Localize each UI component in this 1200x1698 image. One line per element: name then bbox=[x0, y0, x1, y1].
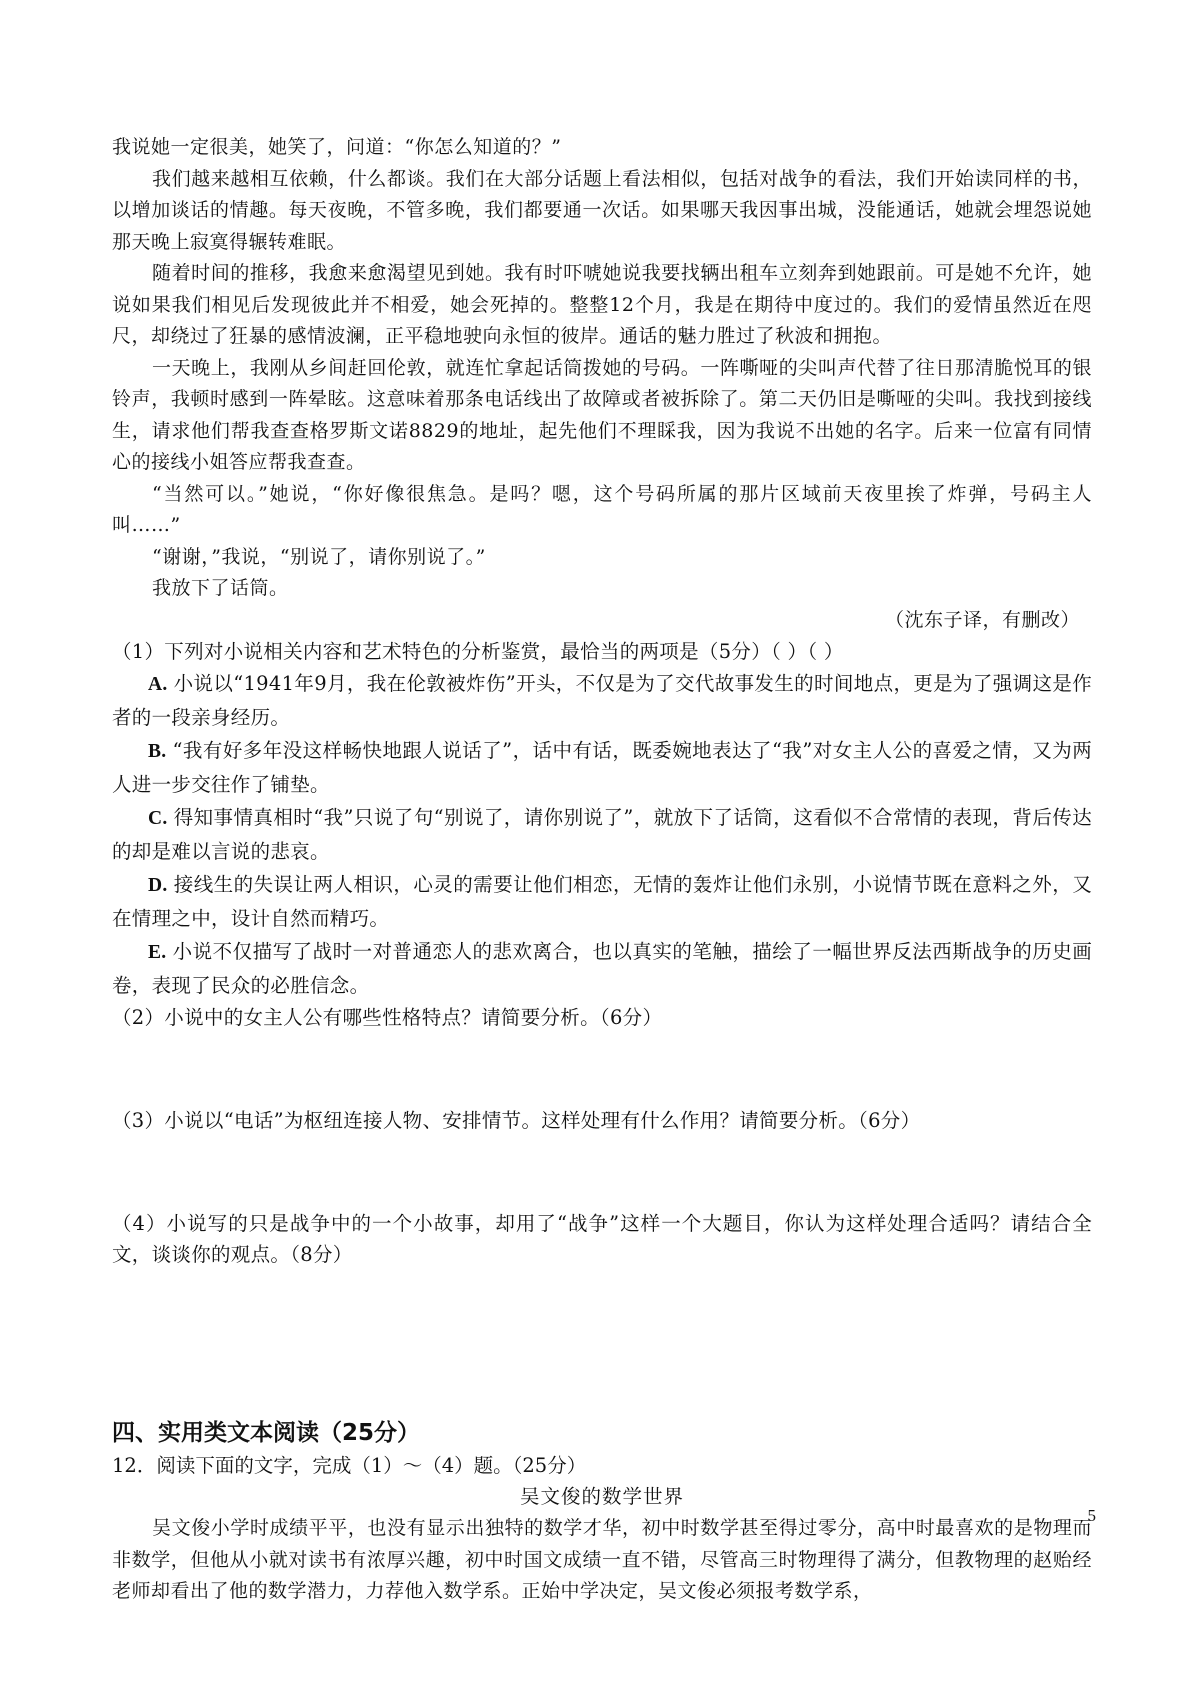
question-1: （1）下列对小说相关内容和艺术特色的分析鉴赏，最恰当的两项是（5分）（ ）（ ） bbox=[112, 640, 844, 663]
option-d-label: D. bbox=[148, 875, 168, 896]
answer-space-4 bbox=[112, 1270, 1092, 1416]
section-heading: 四、实用类文本阅读（25分） bbox=[112, 1420, 421, 1446]
story-paragraph-3: 随着时间的推移，我愈来愈渴望见到她。我有时吓唬她说我要找辆出租车立刻奔到她跟前。可是她不允许，她说如果我们相见后发现彼此并不相爱，她会死掉的。整整12个月，我是在期待中度过的。我们的爱情虽然近在咫尺，却绕过了狂暴的感情波澜，正平稳地驶向永恒的彼岸。通话的魅力胜过了秋波和拥抱。 bbox=[112, 262, 1092, 347]
story-paragraph-6: “谢谢，”我说，“别说了，请你别说了。” bbox=[152, 545, 486, 568]
article-paragraph: 吴文俊小学时成绩平平，也没有显示出独特的数学才华，初中时数学甚至得过零分，高中时最喜欢的是物理而非数学，但他从小就对读书有浓厚兴趣，初中时国文成绩一直不错，尽管高三时物理得了满分，但教物理的赵贻经老师却看出了他的数学潜力，力荐他入数学系。正始中学决定，吴文俊必须报考数学系， bbox=[112, 1517, 1092, 1602]
option-b bbox=[112, 734, 1092, 801]
question-3: （3）小说以“电话”为枢纽连接人物、安排情节。这样处理有什么作用？请简要分析。（6分） bbox=[112, 1109, 921, 1132]
option-a-label: A. bbox=[148, 674, 168, 695]
answer-space-2 bbox=[112, 1033, 1092, 1105]
question-4: （4）小说写的只是战争中的一个小故事，却用了“战争”这样一个大题目，你认为这样处理合适吗？请结合全文，谈谈你的观点。（8分） bbox=[112, 1212, 1092, 1266]
option-d-text: 接线生的失误让两人相识，心灵的需要让他们相恋，无情的轰炸让他们永别，小说情节既在意料之外，又在情理之中，设计自然而精巧。 bbox=[112, 873, 1092, 930]
option-e-label: E. bbox=[148, 942, 167, 963]
option-e-text: 小说不仅描写了战时一对普通恋人的悲欢离合，也以真实的笔触，描绘了一幅世界反法西斯战争的历史画卷，表现了民众的必胜信念。 bbox=[112, 940, 1092, 997]
translator-attribution: （沈东子译，有删改） bbox=[884, 608, 1080, 631]
option-e bbox=[112, 935, 1092, 1002]
article-title: 吴文俊的数学世界 bbox=[519, 1485, 684, 1508]
story-paragraph-7: 我放下了话筒。 bbox=[152, 577, 289, 599]
option-a bbox=[112, 667, 1092, 734]
option-b-label: B. bbox=[148, 741, 167, 762]
option-c bbox=[112, 801, 1092, 868]
option-c-text: 得知事情真相时“我”只说了句“别说了，请你别说了”，就放下了话筒，这看似不合常情的表现，背后传达的却是难以言说的悲哀。 bbox=[112, 806, 1092, 863]
question-2: （2）小说中的女主人公有哪些性格特点？请简要分析。（6分） bbox=[112, 1006, 663, 1029]
option-a-text: 小说以“1941年9月，我在伦敦被炸伤”开头，不仅是为了交代故事发生的时间地点，更是为了强调这是作者的一段亲身经历。 bbox=[112, 672, 1092, 729]
story-paragraph-5: “当然可以。”她说，“你好像很焦急。是吗？嗯，这个号码所属的那片区域前天夜里挨了炸弹，号码主人叫……” bbox=[112, 482, 1092, 536]
option-b-text: “我有好多年没这样畅快地跟人说话了”，话中有话，既委婉地表达了“我”对女主人公的喜爱之情，又为两人进一步交往作了铺垫。 bbox=[112, 739, 1092, 796]
task-instruction: 12．阅读下面的文字，完成（1）～（4）题。（25分） bbox=[112, 1454, 587, 1477]
option-c-label: C. bbox=[148, 808, 168, 829]
story-paragraph-2: 我们越来越相互依赖，什么都谈。我们在大部分话题上看法相似，包括对战争的看法，我们开始读同样的书，以增加谈话的情趣。每天夜晚，不管多晚，我们都要通一次话。如果哪天我因事出城，没能通话，她就会埋怨说她那天晚上寂寞得辗转难眠。 bbox=[112, 167, 1092, 253]
page-number: 5 bbox=[1087, 1506, 1096, 1525]
story-paragraph-4: 一天晚上，我刚从乡间赶回伦敦，就连忙拿起话筒拨她的号码。一阵嘶哑的尖叫声代替了往日那清脆悦耳的银铃声，我顿时感到一阵晕眩。这意味着那条电话线出了故障或者被拆除了。第二天仍旧是嘶哑的尖叫。我找到接线生，请求他们帮我查查格罗斯文诺8829的地址，起先他们不理睬我，因为我说不出她的名字。后来一位富有同情心的接线小姐答应帮我查查。 bbox=[112, 356, 1092, 473]
story-paragraph-1: 我说她一定很美，她笑了，问道：“你怎么知道的？” bbox=[112, 136, 562, 158]
answer-space-3 bbox=[112, 1136, 1092, 1208]
option-d bbox=[112, 868, 1092, 935]
document-page bbox=[112, 132, 1092, 1608]
